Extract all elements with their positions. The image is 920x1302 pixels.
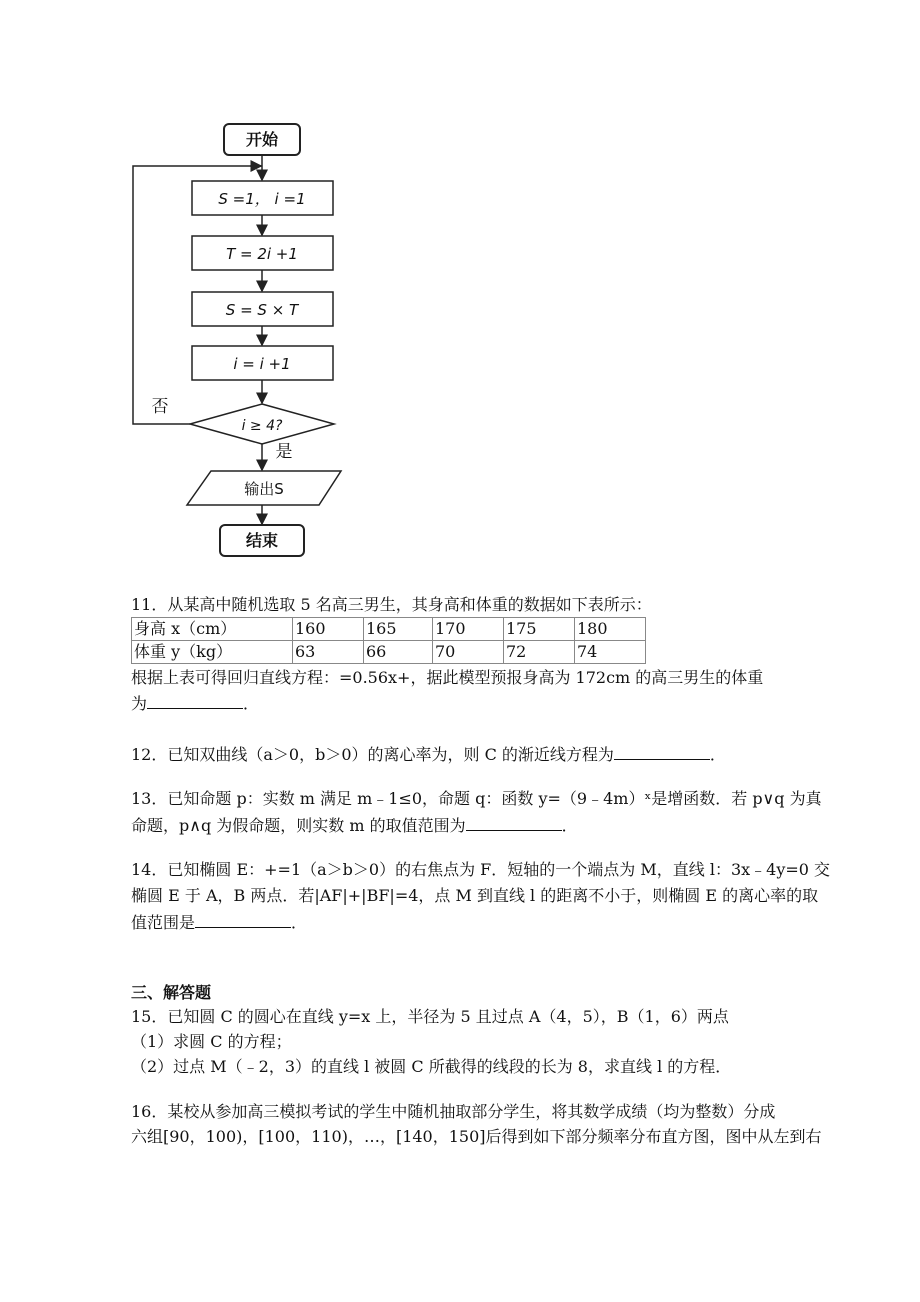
init-label: S =1， i =1	[218, 190, 306, 208]
q12-post: ．	[709, 745, 726, 764]
q14-line3-pre: 值范围是	[131, 913, 196, 932]
step-s-label: S = S × T	[225, 301, 299, 319]
answer-blank[interactable]	[466, 814, 562, 831]
step-t-label: T = 2i +1	[226, 245, 298, 263]
flowchart	[0, 0, 920, 600]
output-label: 输出S	[244, 480, 284, 498]
table-cell: 74	[575, 641, 646, 664]
table-cell: 体重 y（kg）	[132, 641, 293, 664]
q11-line1: 根据上表可得回归直线方程：=0.56x+，据此模型预报身高为 172cm 的高三男生的体重	[131, 668, 764, 687]
no-label: 否	[151, 397, 169, 417]
section-title: 三、解答题	[131, 983, 212, 1002]
table-cell: 身高 x（cm）	[132, 618, 293, 641]
q11-line2-post: ．	[243, 694, 260, 713]
end-label: 结束	[245, 531, 279, 550]
step-i-label: i = i +1	[233, 355, 291, 373]
table-cell: 170	[433, 618, 504, 641]
height-weight-table	[131, 617, 646, 664]
q12-line	[131, 743, 726, 766]
answer-blank[interactable]	[147, 692, 243, 709]
table-cell: 175	[504, 618, 575, 641]
q11-intro: 11．从某高中随机选取 5 名高三男生，其身高和体重的数据如下表所示：	[131, 595, 652, 614]
q13-line1: 13．已知命题 p：实数 m 满足 m﹣1≤0，命题 q：函数 y=（9﹣4m）ˣ是增函数．若 p∨q 为真	[131, 789, 822, 808]
table-row	[132, 641, 646, 664]
q14-line2: 椭圆 E 于 A，B 两点．若|AF|+|BF|=4，点 M 到直线 l 的距离不小于，则椭圆 E 的离心率的取	[131, 886, 819, 905]
q15-line3: （2）过点 M（﹣2，3）的直线 l 被圆 C 所截得的线段的长为 8，求直线 l 的方程．	[131, 1057, 732, 1076]
q14-line1: 14．已知椭圆 E：+=1（a＞b＞0）的右焦点为 F．短轴的一个端点为 M，直线 l：3x﹣4y=0 交	[131, 860, 831, 879]
q15-line2: （1）求圆 C 的方程；	[131, 1032, 292, 1051]
start-label: 开始	[245, 130, 279, 149]
q16-line2: 六组[90，100)，[100，110)，…，[140，150]后得到如下部分频率分布直方图，图中从左到右	[131, 1127, 822, 1146]
q15-line1: 15．已知圆 C 的圆心在直线 y=x 上，半径为 5 且过点 A（4，5），B（1，6）两点	[131, 1007, 729, 1026]
q12-pre: 12．已知双曲线（a＞0，b＞0）的离心率为，则 C 的渐近线方程为	[131, 745, 614, 764]
answer-blank[interactable]	[195, 911, 291, 928]
table-cell: 63	[293, 641, 364, 664]
answer-blank[interactable]	[614, 743, 710, 760]
table-cell: 72	[504, 641, 575, 664]
table-cell: 180	[575, 618, 646, 641]
table-cell: 70	[433, 641, 504, 664]
table-cell: 66	[364, 641, 433, 664]
q11-line2	[131, 692, 259, 715]
q14-line3	[131, 911, 307, 934]
table-cell: 165	[364, 618, 433, 641]
condition-label: i ≥ 4?	[241, 418, 283, 434]
q14-line3-post: ．	[291, 913, 308, 932]
yes-label: 是	[275, 442, 293, 462]
q16-line1: 16．某校从参加高三模拟考试的学生中随机抽取部分学生，将其数学成绩（均为整数）分成	[131, 1102, 776, 1121]
q11-line2-pre: 为	[131, 694, 148, 713]
q13-line2	[131, 814, 578, 837]
q13-line2-pre: 命题，p∧q 为假命题，则实数 m 的取值范围为	[131, 816, 466, 835]
table-row	[132, 618, 646, 641]
q13-line2-post: ．	[561, 816, 578, 835]
table-cell: 160	[293, 618, 364, 641]
